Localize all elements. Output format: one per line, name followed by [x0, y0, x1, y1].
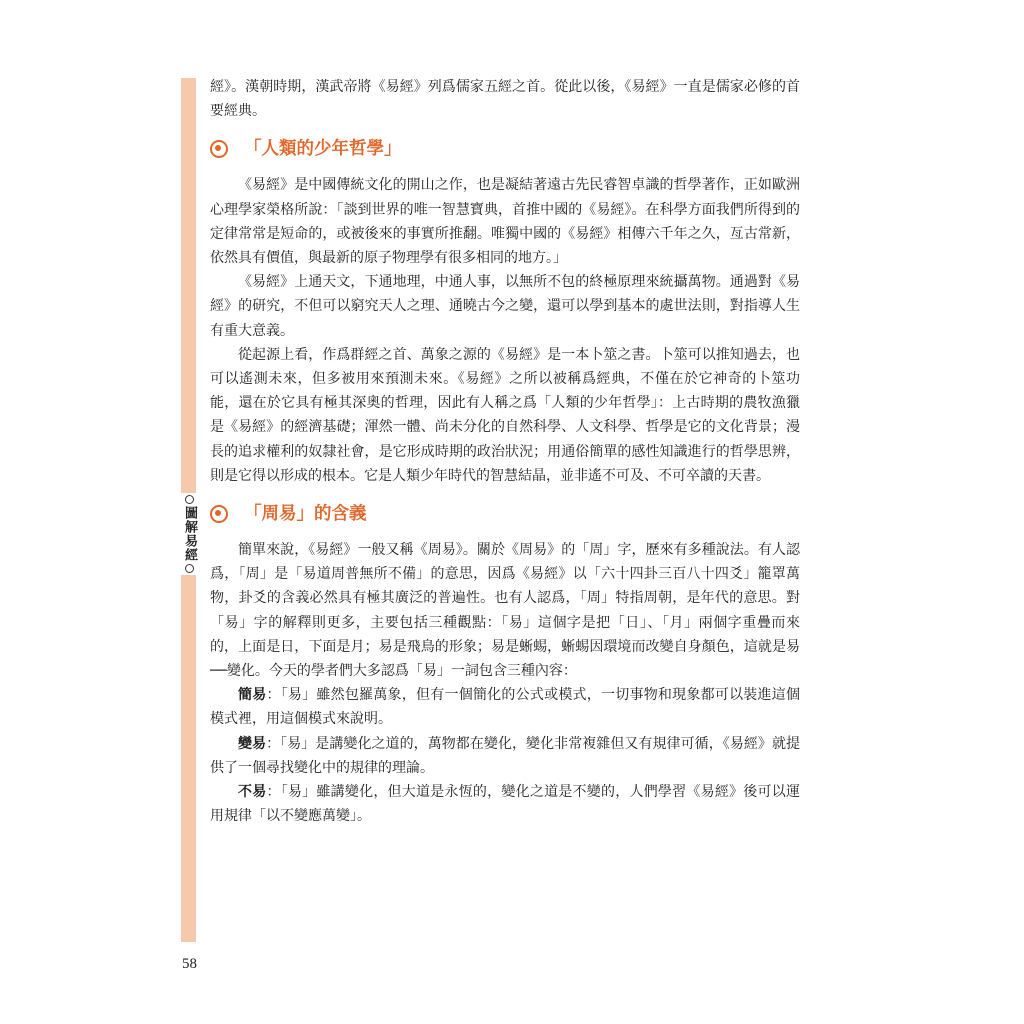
section1-paragraph: 《易經》上通天文，下通地理，中通人事，以無所不包的終極原理來統攝萬物。通過對《易經》的研究，不但可以窮究天人之理、通曉古今之變，還可以學到基本的處世法則，對指導人生有重大意義。: [210, 274, 800, 339]
section-icon: [210, 505, 228, 523]
side-tab-label: 圖解易經: [182, 506, 197, 562]
section1-paragraph: 從起源上看，作爲群經之首、萬象之源的《易經》是一本卜筮之書。卜筮可以推知過去，也可以遙測未來，但多被用來預測未來。《易經》之所以被稱爲經典，不僅在於它神奇的卜筮功能，還在於它具有極其深奧的哲理，因此有人稱之爲「人類的少年哲學」：上古時期的農牧漁獵是《易經》的經濟基礎；渾然一體、尚未分化的自然科學、人文科學、哲學是它的文化背景；漫長的追求權利的奴隸社會，是它形成時期的政治狀況；用通俗簡單的感性知識進行的哲學思辨，則是它得以形成的根本。它是人類少年時代的智慧結晶，並非遙不可及、不可卒讀的天書。: [210, 346, 800, 484]
section-heading-1-text: 「人類的少年哲學」: [244, 139, 402, 160]
section-heading-2-text: 「周易」的含義: [244, 503, 367, 524]
side-tab-dot-icon: [185, 564, 194, 573]
definition-item: [210, 780, 800, 828]
definition-item: [210, 732, 800, 780]
side-tab-dot-icon: [185, 495, 194, 504]
definition-term: 變易: [238, 735, 267, 752]
section-heading-1: [210, 129, 800, 169]
definition-text: ：「易」雖講變化，但大道是永恆的，變化之道是不變的，人們學習《易經》後可以運用規律「以不變應萬變」。: [210, 784, 801, 825]
section1-paragraph: 《易經》是中國傳統文化的開山之作，也是凝結著遠古先民睿智卓識的哲學著作，正如歐洲心理學家榮格所說：「談到世界的唯一智慧寶典，首推中國的《易經》。在科學方面我們所得到的定律常常是短命的，或被後來的事實所推翻。唯獨中國的《易經》相傳六千年之久，亙古常新，依然具有價值，與最新的原子物理學有很多相同的地方。」: [210, 177, 800, 267]
page-content: [210, 75, 800, 828]
definition-text: ：「易」是講變化之道的，萬物都在變化，變化非常複雜但又有規律可循，《易經》就提供了一個尋找變化中的規律的理論。: [210, 735, 801, 776]
definition-term: 簡易: [238, 687, 267, 704]
side-tab: [180, 493, 198, 575]
intro-paragraph: 經》。漢朝時期，漢武帝將《易經》列爲儒家五經之首。從此以後，《易經》一直是儒家必修的首要經典。: [210, 79, 800, 120]
definition-item: [210, 683, 800, 731]
definition-term: 不易: [238, 784, 267, 801]
section-icon: [210, 140, 228, 158]
section-heading-2: [210, 494, 800, 534]
section2-paragraph: 簡單來說，《易經》一般又稱《周易》。關於《周易》的「周」字，歷來有多種說法。有人認爲，「周」是「易道周普無所不備」的意思，因爲《易經》以「六十四卦三百八十四爻」籠罩萬物，卦爻的含義必然具有極其廣泛的普遍性。也有人認爲，「周」特指周朝，是年代的意思。對「易」字的解釋則更多，主要包括三種觀點：「易」這個字是把「日」、「月」兩個字重疊而來的，上面是日，下面是月；易是飛鳥的形象；易是蜥蜴，蜥蜴因環境而改變自身顏色，這就是易──變化。今天的學者們大多認爲「易」一詞包含三種內容：: [210, 542, 800, 680]
definition-text: ：「易」雖然包羅萬象，但有一個簡化的公式或模式，一切事物和現象都可以裝進這個模式裡，用這個模式來說明。: [210, 687, 801, 728]
page-number: 58: [182, 956, 197, 972]
